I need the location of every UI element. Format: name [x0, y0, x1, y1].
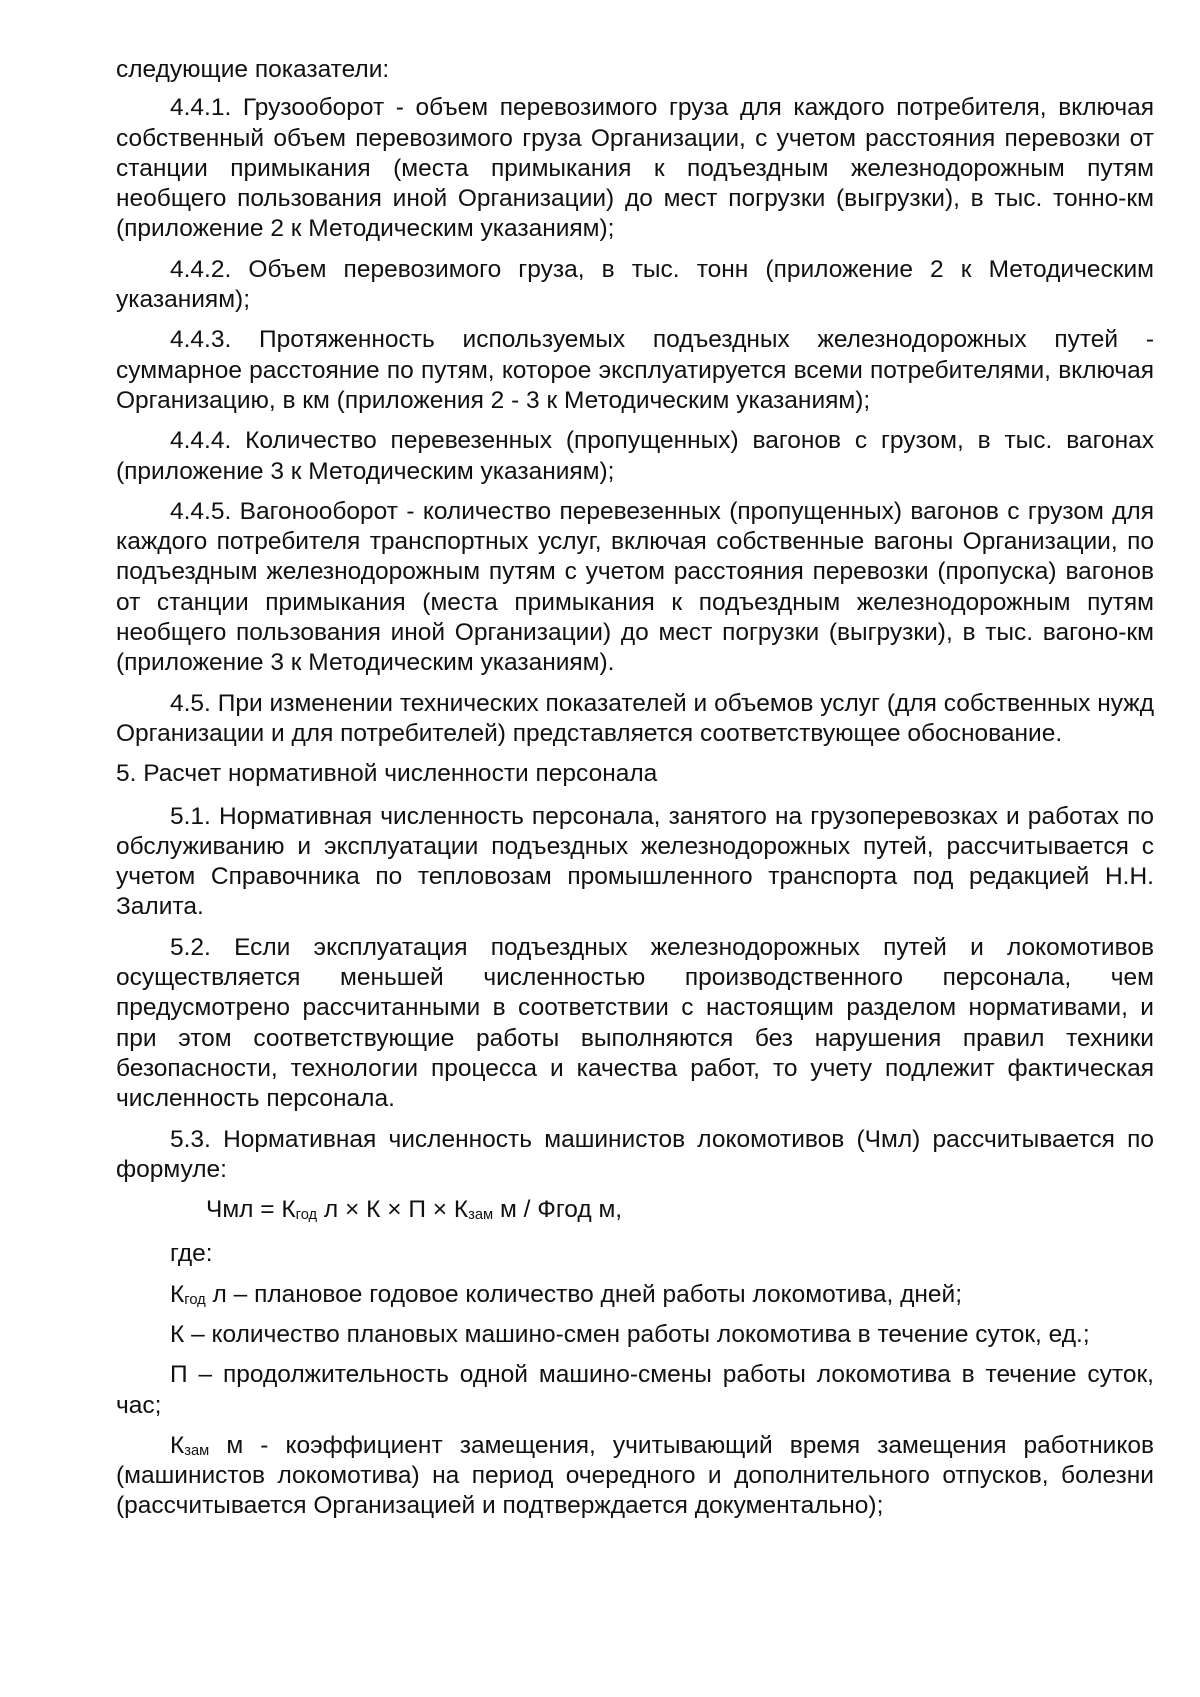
formula	[206, 1195, 1154, 1225]
item-4-5: 4.5. При изменении технических показателей и объемов услуг (для собственных нужд Организации и для потребителей) представляется соответствующее обоснование.	[116, 689, 1154, 747]
item-4-4-2: 4.4.2. Объем перевозимого груза, в тыс. тонн (приложение 2 к Методическим указаниям);	[116, 255, 1154, 314]
formula-lhs: Чмл = К	[206, 1196, 296, 1224]
item-4-4-3: 4.4.3. Протяженность используемых подъездных железнодорожных путей - суммарное расстояние по путям, которое эксплуатируется всеми потребителями, включая Организацию, в км (приложения 2 - 3 к Методическим указаниям);	[116, 326, 1154, 414]
definition-text: м - коэффициент замещения, учитывающий время замещения работников (машинистов локомотива) на период очередного и дополнительного отпусков, болезни (рассчитывается Организацией и подтверждается документально);	[116, 1431, 1154, 1520]
item-5-2: 5.2. Если эксплуатация подъездных железнодорожных путей и локомотивов осуществляется меньшей численностью производственного персонала, чем предусмотрено рассчитанными в соответствии с настоящим разделом нормативами, и при этом соответствующие работы выполняются без нарушения правил техники безопасности, технологии процесса и качества работ, то учету подлежит фактическая численность персонала.	[116, 933, 1154, 1113]
intro-text: следующие показатели:	[116, 56, 390, 83]
item-4-4-4: 4.4.4. Количество перевезенных (пропущенных) вагонов с грузом, в тыс. вагонах (приложение 3 к Методическим указаниям);	[116, 427, 1154, 485]
definition-subscript: зам	[184, 1443, 210, 1460]
formula-sub-zam: зам	[468, 1207, 494, 1224]
definition-text: П – продолжительность одной машино-смены работы локомотива в течение суток, час;	[116, 1361, 1154, 1419]
where-label: где:	[170, 1240, 213, 1268]
definition-symbol: К	[170, 1280, 185, 1308]
definition-k	[116, 1320, 1154, 1350]
definition-kgod	[116, 1280, 1154, 1310]
item-5-1: 5.1. Нормативная численность персонала, занятого на грузоперевозках и работах по обслуживанию и эксплуатации подъездных железнодорожных путей, рассчитывается с учетом Справочника по тепловозам промышленного транспорта под редакцией Н.Н. Залита.	[116, 802, 1154, 921]
item-4-4-1: 4.4.1. Грузооборот - объем перевозимого груза для каждого потребителя, включая собственный объем перевозимого груза Организации, с учетом расстояния перевозки от станции примыкания (места примыкания к подъездным железнодорожным путям необщего пользования иной Организации) до мест погрузки (выгрузки), в тыс. тонно-км (приложение 2 к Методическим указаниям);	[116, 94, 1154, 243]
definition-text: К – количество плановых машино-смен работы локомотива в течение суток, ед.;	[170, 1320, 1090, 1348]
formula-sub-god: год	[295, 1207, 318, 1224]
definition-subscript: год	[184, 1291, 206, 1308]
formula-mid: л × К × П × К	[317, 1196, 469, 1224]
document-page	[116, 55, 1154, 1532]
definition-p	[116, 1360, 1154, 1421]
definition-kzam	[116, 1431, 1154, 1522]
definition-text: л – плановое годовое количество дней работы локомотива, дней;	[205, 1280, 963, 1308]
item-4-4-5: 4.4.5. Вагонооборот - количество перевезенных (пропущенных) вагонов с грузом для каждого потребителя транспортных услуг, включая собственные вагоны Организации, по подъездным железнодорожным путям с учетом расстояния перевозки (пропуска) вагонов от станции примыкания (места примыкания к подъездным железнодорожным путям необщего пользования иной Организации) до мест погрузки (выгрузки), в тыс. вагоно-км (приложение 3 к Методическим указаниям).	[116, 497, 1154, 677]
section-title: 5. Расчет нормативной численности персонала	[116, 760, 658, 788]
item-5-3: 5.3. Нормативная численность машинистов локомотивов (Чмл) рассчитывается по формуле:	[116, 1125, 1154, 1183]
formula-rhs: м / Фгод м,	[493, 1196, 623, 1224]
definition-symbol: К	[170, 1431, 185, 1459]
